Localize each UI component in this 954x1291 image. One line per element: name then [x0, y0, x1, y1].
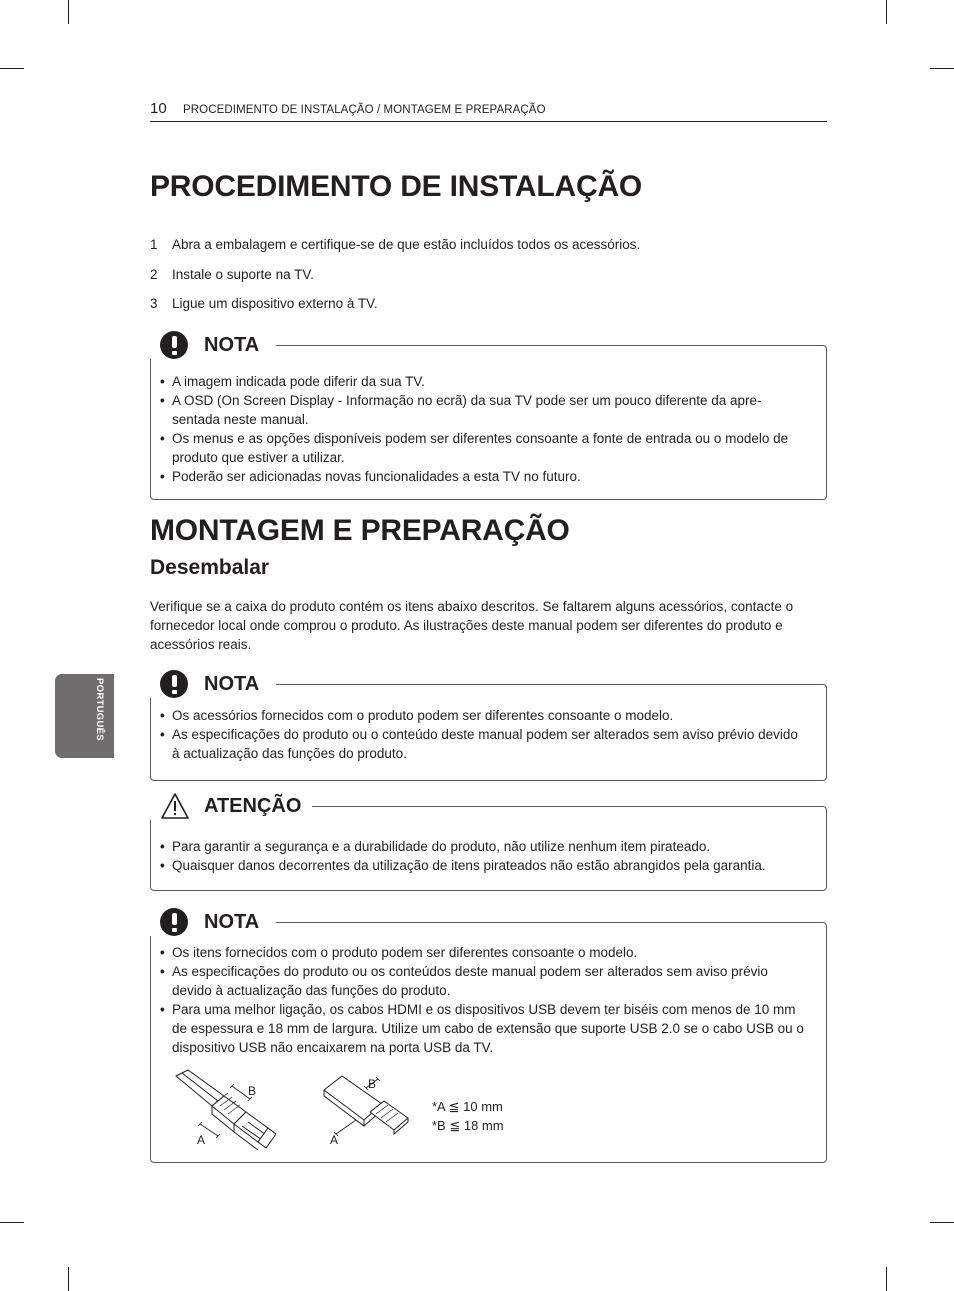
caution-heading: ATENÇÃO	[150, 792, 312, 820]
step-item: 1 Abra a embalagem e certifique-se de que estão incluídos todos os acessórios.	[150, 237, 641, 252]
section-title-installation: PROCEDIMENTO DE INSTALAÇÃO	[150, 170, 643, 203]
spec-b: *B ≦ 18 mm	[432, 1118, 504, 1133]
exclamation-icon	[160, 331, 188, 359]
list-item: • Os menus e as opções disponíveis podem ser diferentes consoante a fonte de entrada ou o modelo de produto que estiver a utilizar.	[160, 429, 808, 467]
language-tab-label: PORTUGUÊS	[94, 678, 105, 741]
list-item: • As especificações do produto ou o conteúdo deste manual podem ser alterados sem aviso prévio devido à actualização das funções do produto.	[160, 725, 808, 763]
running-head: PROCEDIMENTO DE INSTALAÇÃO / MONTAGEM E PREPARAÇÃO	[183, 104, 546, 116]
list-item: • Os itens fornecidos com o produto podem ser diferentes consoante o modelo.	[160, 943, 808, 962]
crop-mark	[0, 68, 24, 69]
dimension-label-a: A	[197, 1133, 206, 1147]
crop-mark	[886, 0, 887, 24]
subsection-title: Desembalar	[150, 556, 270, 579]
note-list	[160, 372, 808, 486]
list-item: • Quaisquer danos decorrentes da utilização de itens pirateados não estão abrangidos pela garantia.	[160, 856, 808, 875]
caution-list	[160, 837, 808, 875]
note-heading: NOTA	[150, 670, 276, 698]
crop-mark	[886, 1267, 887, 1291]
language-tab	[55, 674, 114, 758]
list-item: • A OSD (On Screen Display - Informação no ecrã) da sua TV pode ser um pouco diferente da apre-sentada neste manual.	[160, 391, 808, 429]
step-item: 2 Instale o suporte na TV.	[150, 266, 314, 282]
list-item: • As especificações do produto ou os conteúdos deste manual podem ser alterados sem aviso prévio devido à actualização das funções do produto.	[160, 962, 808, 1000]
note-list	[160, 706, 808, 763]
installation-steps	[150, 237, 640, 326]
spec-a: *A ≦ 10 mm	[432, 1099, 503, 1114]
list-item: • Para garantir a segurança e a durabilidade do produto, não utilize nenhum item pirateado.	[160, 837, 808, 856]
hdmi-cable-illustration	[172, 1068, 292, 1150]
crop-mark	[68, 1267, 69, 1291]
dimension-label-b: B	[368, 1077, 377, 1091]
section-title-assembly: MONTAGEM E PREPARAÇÃO	[150, 514, 570, 547]
dimension-label-a: A	[330, 1133, 339, 1147]
list-item: • Os acessórios fornecidos com o produto podem ser diferentes consoante o modelo.	[160, 706, 808, 725]
page-number: 10	[150, 100, 167, 117]
dimension-label-b: B	[248, 1084, 257, 1098]
note-heading: NOTA	[150, 331, 276, 359]
list-item: • A imagem indicada pode diferir da sua TV.	[160, 372, 808, 391]
crop-mark	[930, 68, 954, 69]
crop-mark	[68, 0, 69, 24]
intro-paragraph: Verifique se a caixa do produto contém os itens abaixo descritos. Se faltarem alguns acessórios, contacte o fornecedor local onde comprou o produto. As ilustrações deste manual podem ser diferentes do produto e acessórios reais.	[150, 599, 794, 652]
step-item: 3 Ligue um dispositivo externo à TV.	[150, 296, 378, 311]
warning-triangle-icon	[160, 792, 190, 820]
exclamation-icon	[160, 908, 188, 936]
exclamation-icon	[160, 670, 188, 698]
note-list	[160, 943, 808, 1057]
list-item: • Para uma melhor ligação, os cabos HDMI e os dispositivos USB devem ter biséis com menos de 10 mm de espessura e 18 mm de largura. Utilize um cabo de extensão que suporte USB 2.0 se o cabo USB ou o dispositivo USB não encaixarem na porta USB da TV.	[160, 1000, 808, 1057]
page-header	[150, 100, 827, 122]
crop-mark	[930, 1222, 954, 1223]
crop-mark	[0, 1222, 24, 1223]
list-item: • Poderão ser adicionadas novas funcionalidades a esta TV no futuro.	[160, 467, 808, 486]
note-heading: NOTA	[150, 908, 276, 936]
